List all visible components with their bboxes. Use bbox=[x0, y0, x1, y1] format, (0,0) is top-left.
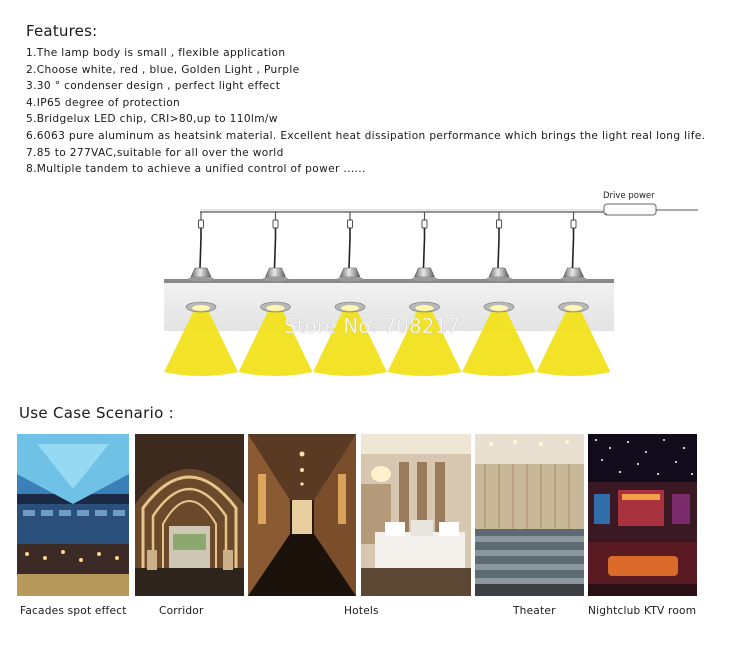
lamp-body-2 bbox=[266, 268, 286, 277]
features-list bbox=[26, 45, 705, 178]
caption-hotels: Hotels bbox=[344, 605, 379, 617]
caption-facades: Facades spot effect bbox=[20, 605, 127, 617]
caption-nightclub: Nightclub KTV room bbox=[588, 605, 697, 617]
lamp-cable-4 bbox=[424, 228, 425, 268]
lamp-connector-6 bbox=[571, 220, 576, 228]
lamp-cable-2 bbox=[275, 228, 276, 268]
lamp-flange-3 bbox=[337, 277, 363, 282]
lamp-flange-1 bbox=[188, 277, 214, 282]
hotel-room-photo bbox=[361, 434, 471, 596]
lamp-body-4 bbox=[415, 268, 435, 277]
lamp-cable-3 bbox=[349, 228, 350, 268]
lamp-lens-4 bbox=[416, 305, 434, 311]
feature-item-7: 7.85 to 277VAC,suitable for all over the world bbox=[26, 146, 284, 159]
lamp-body-3 bbox=[340, 268, 360, 277]
lamp-cable-6 bbox=[573, 228, 574, 268]
lamp-lens-2 bbox=[267, 305, 285, 311]
lamp-connector-4 bbox=[422, 220, 427, 228]
lamp-cable-5 bbox=[498, 228, 499, 268]
caption-theater: Theater bbox=[513, 605, 556, 617]
lamp-lens-6 bbox=[565, 305, 583, 311]
lamp-body-5 bbox=[489, 268, 509, 277]
feature-item-5: 5.Bridgelux LED chip, CRI>80,up to 110lm/w bbox=[26, 113, 278, 126]
feature-item-6: 6.6063 pure aluminum as heatsink material. Excellent heat dissipation performance which brings the light real long life. bbox=[26, 129, 706, 142]
caption-corridor: Corridor bbox=[159, 605, 204, 617]
drive-power-box bbox=[604, 204, 656, 215]
features-title: Features: bbox=[26, 22, 98, 40]
lamp-body-6 bbox=[564, 268, 584, 277]
feature-item-8: 8.Multiple tandem to achieve a unified control of power ...... bbox=[26, 163, 366, 176]
nightclub-photo bbox=[588, 434, 697, 596]
feature-item-2: 2.Choose white, red , blue, Golden Light , Purple bbox=[26, 63, 300, 76]
lamp-connector-2 bbox=[273, 220, 278, 228]
lamp-flange-6 bbox=[561, 277, 587, 282]
lamp-lens-5 bbox=[490, 305, 508, 311]
theater-photo bbox=[475, 434, 584, 596]
lamp-lens-3 bbox=[341, 305, 359, 311]
lamp-flange-4 bbox=[412, 277, 438, 282]
lamp-flange-5 bbox=[486, 277, 512, 282]
lamp-flange-2 bbox=[263, 277, 289, 282]
lamp-connector-1 bbox=[199, 220, 204, 228]
wiring-diagram bbox=[0, 180, 743, 380]
facade-photo bbox=[17, 434, 129, 596]
corridor-photo bbox=[135, 434, 244, 596]
lamp-connector-3 bbox=[348, 220, 353, 228]
feature-item-1: 1.The lamp body is small , flexible application bbox=[26, 47, 286, 59]
hotel-hallway-photo bbox=[248, 434, 356, 596]
use-case-title: Use Case Scenario : bbox=[19, 404, 174, 422]
lamp-body-1 bbox=[191, 268, 211, 277]
lamp-cable-1 bbox=[200, 228, 201, 268]
feature-item-4: 4.IP65 degree of protection bbox=[26, 96, 181, 109]
lamp-connector-5 bbox=[497, 220, 502, 228]
drive-power-label: Drive power bbox=[603, 191, 655, 201]
store-watermark: Store No: 708217 bbox=[284, 314, 460, 338]
feature-item-3: 3.30 ° condenser design , perfect light effect bbox=[26, 80, 281, 93]
lamp-lens-1 bbox=[192, 305, 210, 311]
